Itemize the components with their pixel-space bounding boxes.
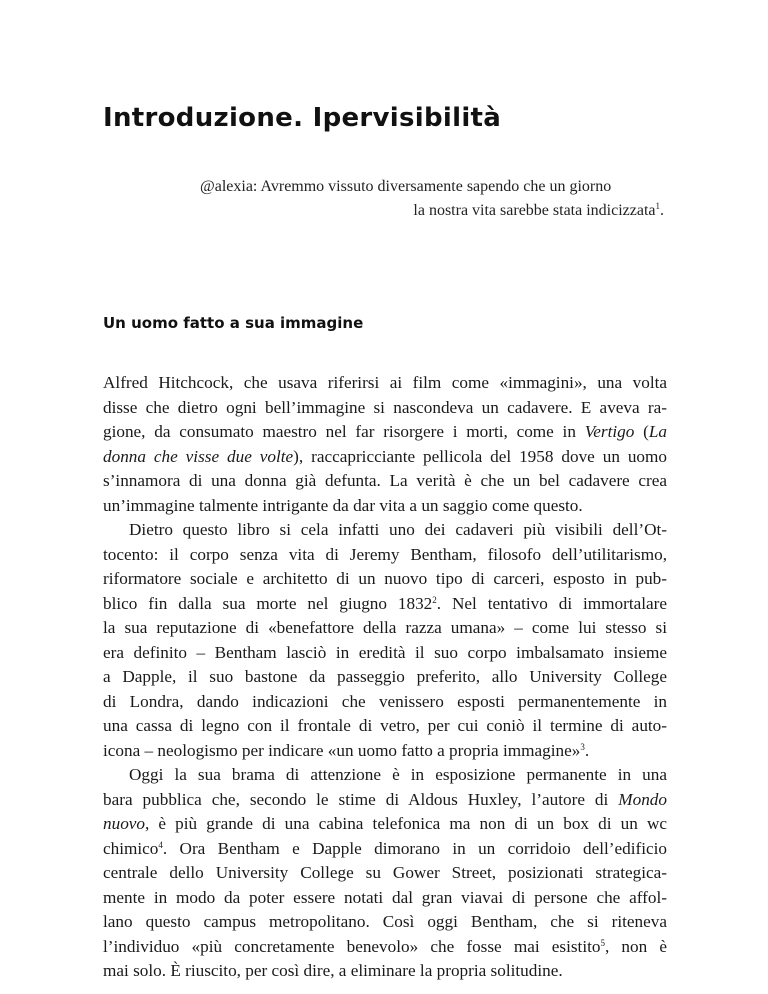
book-title-nuovo: nuovo [103,814,146,833]
film-title-italian: La [648,422,667,441]
text-line: di Londra, dando indicazioni che venissero esposti permanentemente in [103,691,667,711]
text-segment: , non è [604,936,667,956]
text-line: la sua reputazione di «benefattore della razza umana» – come lui stesso si [103,618,667,637]
text-line: a Dapple, il suo bastone da passeggio preferito, allo University College [103,667,667,686]
body-text [103,371,667,984]
text-line: una cassa di legno con il frontale di vetro, per cui coniò il termine di auto- [103,716,667,735]
text-line [103,812,667,837]
text-line: un’immagine talmente intrigante da dar vita a un saggio come questo. [103,495,583,515]
epigraph-line-2 [200,199,664,223]
film-title-vertigo: Vertigo [584,422,635,441]
text-segment: ), raccapricciante pellicola del 1958 dove un uomo [293,446,667,466]
text-segment: l’individuo «più concretamente benevolo» che fosse mai esistito [103,936,601,956]
section-heading: Un uomo fatto a sua immagine [103,314,364,332]
text-line: Oggi la sua brama di attenzione è in esposizione permanente in una [129,765,667,784]
footnote-ref-2[interactable]: 2 [432,594,437,605]
text-line: s’innamora di una donna già defunta. La verità è che un bel cadavere crea [103,471,667,490]
text-line: centrale dello University College su Gower Street, posizionati strategica- [103,863,667,882]
epigraph-end: . [660,202,664,219]
text-line: disse che dietro ogni bell’immagine si nascondeva un cadavere. E aveva ra- [103,397,667,417]
text-line: era definito – Bentham lasciò in eredità il suo corpo imbalsamato insieme [103,642,667,662]
text-line [103,935,667,960]
text-line [103,445,667,470]
epigraph [200,175,664,223]
footnote-ref-3[interactable]: 3 [580,741,585,752]
text-line [103,592,667,617]
text-segment: , è più grande di una cabina telefonica ma non di un box di un wc [145,814,667,833]
text-segment: . Ora Bentham e Dapple dimorano in un corridoio dell’edificio [162,838,667,858]
text-line: Alfred Hitchcock, che usava riferirsi ai film come «immagini», una volta [103,373,667,392]
text-segment: bara pubblica che, secondo le stime di Aldous Huxley, l’autore di [103,789,609,809]
text-segment: blico fin dalla sua morte nel giugno 1832 [103,593,433,613]
text-line: tocento: il corpo senza vita di Jeremy Bentham, filosofo dell’utilitarismo, [103,544,667,564]
chapter-title: Introduzione. Ipervisibilità [103,103,502,133]
text-segment: icona – neologismo per indicare «un uomo fatto a propria immagine» [103,740,581,760]
epigraph-line-2-text: la nostra vita sarebbe stata indicizzata [413,202,656,219]
text-line [103,739,667,764]
footnote-ref-5[interactable]: 5 [600,937,605,948]
epigraph-line-1: @alexia: Avremmo vissuto diversamente sapendo che un giorno [200,178,612,195]
text-segment: . Nel tentativo di immortalare [436,593,667,613]
book-title-mondo: Mondo [618,789,667,809]
text-line [103,837,667,862]
text-line [103,420,667,445]
text-segment: chimico [103,838,159,858]
film-title-italian-cont: donna che visse due volte [103,446,294,466]
text-line: mai solo. È riuscito, per così dire, a eliminare la propria solitudine. [103,961,563,980]
text-segment: ( [643,422,649,441]
footnote-ref-1[interactable]: 1 [655,201,660,211]
text-line [103,788,667,813]
footnote-ref-4[interactable]: 4 [158,839,163,850]
text-segment: gione, da consumato maestro nel far risorgere i morti, come in [103,422,576,441]
text-line: mente in modo da poter essere notati dal gran viavai di persone che affol- [103,887,667,907]
text-segment: . [584,740,590,760]
text-line: lano questo campus metropolitano. Così oggi Bentham, che si riteneva [103,912,667,931]
text-line: riformatore sociale e architetto di un nuovo tipo di carceri, esposto in pub- [103,569,667,588]
text-line: Dietro questo libro si cela infatti uno dei cadaveri più visibili dell’Ot- [129,520,667,539]
